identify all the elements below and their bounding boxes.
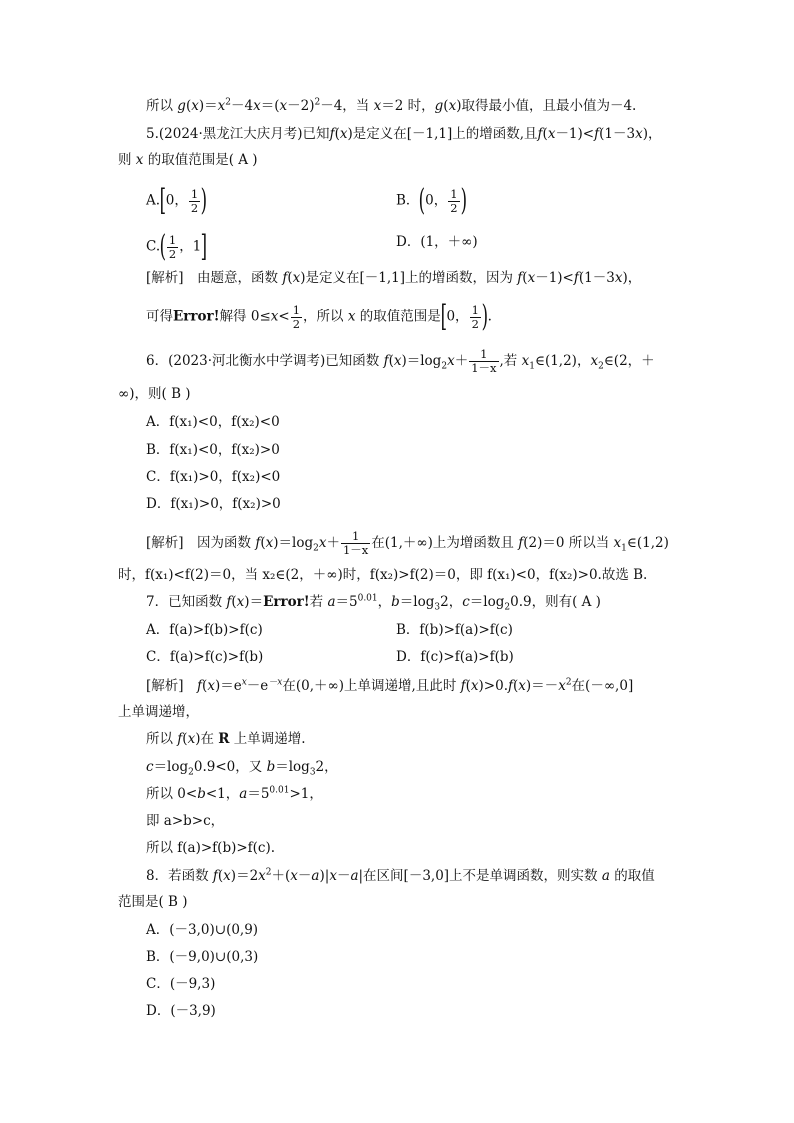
q7-stem: 7．已知函数 f(x)＝Error!若 $a=5^{0.01}$，$b=\log_32$，$c=\log_20.9$，则有( A ) [146,593,601,613]
q6-explanation-line1: [解析] 因为函数 $f(x)=\log_2x+$ $\frac{1}{1-x}$ 在(1,＋∞)上为增函数且 f(2)＝0 所以当 $x_1\in(1,2)$ [146,529,669,557]
q6-stem-line2: ∞)，则( B ) [118,386,191,402]
q7-explanation-line2: 上单调递增， [118,704,199,720]
q5-option-b: B．(0， $\frac{1}{2}$ ) [396,183,467,218]
fraction: $\frac{1}{2}$ [292,302,301,331]
q7-option-a: A．f(a)>f(b)>f(c) [146,622,263,638]
q7-explanation-line7: 所以 f(a)>f(b)>f(c). [146,840,276,856]
q6-option-c: C．f(x₁)>0，f(x₂)<0 [146,469,281,485]
q8-option-d: D．(－3,9) [146,1003,216,1019]
fraction: $\frac{1}{2}$ [450,186,458,215]
conclusion-line: 所以 $g(x)=x^2-4x=(x-2)^2-4$，当 x＝2 时，g(x)取得最小值，且最小值为－4. [146,97,637,114]
q6-option-d: D．f(x₁)>0，f(x₂)>0 [146,496,281,512]
fraction: $\frac{1}{2}$ [190,186,199,215]
fraction: $\frac{1}{2}$ [471,302,479,331]
q8-option-a: A．(－3,0)∪(0,9) [146,922,259,938]
q7-explanation-line1: [解析] $f(x)=e^x-e^{-x}$在(0,＋∞)上单调递增,且此时 $f(x)>0.f(x)=-x^2$在(－∞,0] [146,677,634,694]
q8-stem-line1: 8．若函数 $f(x)=2x^2+(x-a)|x-a|$在区间[－3,0]上不是单调函数，则实数 a 的取值 [146,867,655,884]
q8-stem-line2: 范围是( B ) [118,894,188,910]
q7-explanation-line3: 所以 f(x)在 R 上单调递增. [146,731,306,747]
q6-stem-line1: 6．(2023·河北衡水中学调考)已知函数 $f(x)=\log_2x+$ $\frac{1}{1-x}$ ,若 $x_1\in(1,2)$，$x_2\in(2$，＋ [146,347,655,375]
q5-explanation-line2: 可得Error!解得 0≤x< $\frac{1}{2}$ ，所以 x 的取值范围是[0， $\frac{1}{2}$ ). [146,299,492,334]
q6-option-a: A．f(x₁)<0，f(x₂)<0 [146,414,280,430]
q8-option-b: B．(－9,0)∪(0,3) [146,949,259,965]
q5-stem-line1: 5.(2024·黑龙江大庆月考)已知f(x)是定义在[－1,1]上的增函数,且f(x－1)<f(1－3x)， [146,126,662,142]
q6-explanation-line2: 时，f(x₁)<f(2)＝0，当 x₂∈(2，＋∞)时，f(x₂)>f(2)＝0，即 f(x₁)<0，f(x₂)>0.故选 B. [118,567,648,583]
q7-explanation-line4: $c=\log_20.9<0$，又 $b=\log_32$， [146,759,338,778]
q5-option-c: C.( $\frac{1}{2}$ ，1] [146,229,208,264]
q7-option-b: B．f(b)>f(a)>f(c) [396,622,513,638]
fraction: $\frac{1}{1-x}$ [342,529,369,557]
q5-option-a: A.[0， $\frac{1}{2}$ ) [146,183,208,218]
q5-option-d: D．(1，＋∞) [396,234,478,250]
q8-option-c: C．(－9,3) [146,976,216,992]
q5-explanation-line1: [解析] 由题意，函数 f(x)是定义在[－1,1]上的增函数，因为 f(x－1)<f(1－3x)， [146,270,642,286]
q7-explanation-line6: 即 a>b>c， [146,813,225,829]
q7-option-d: D．f(c)>f(a)>f(b) [396,649,514,665]
q7-option-c: C．f(a)>f(c)>f(b) [146,649,264,665]
q6-option-b: B．f(x₁)<0，f(x₂)>0 [146,442,280,458]
fraction: $\frac{1}{2}$ [168,232,177,261]
q5-stem-line2: 则 x 的取值范围是( A ) [118,152,258,168]
fraction: $\frac{1}{1-x}$ [471,347,497,375]
q7-explanation-line5: 所以 0<b<1，$a=5^{0.01}>1$， [146,785,323,802]
